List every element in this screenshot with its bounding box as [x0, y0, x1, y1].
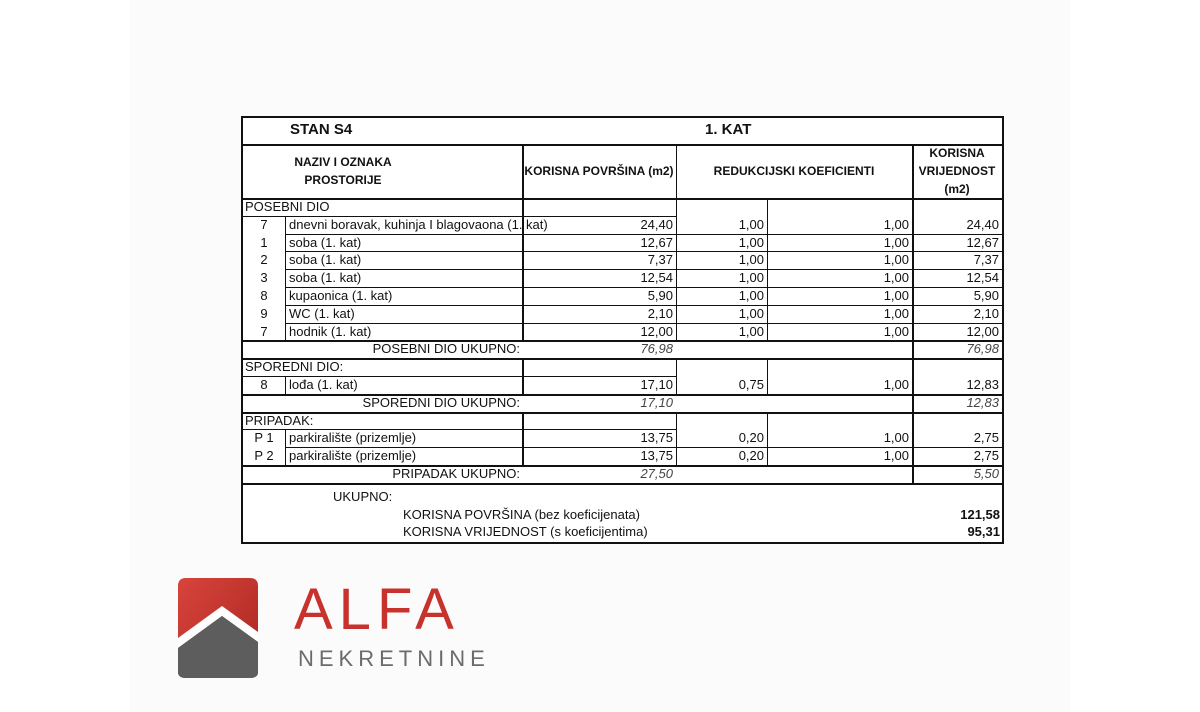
coef-1: 1,00 [738, 323, 764, 339]
section-total-label: PRIPADAK UKUPNO: [392, 466, 520, 481]
section-total-area: 76,98 [640, 341, 673, 357]
table-rule [676, 358, 677, 376]
room-value: 12,67 [966, 234, 999, 250]
table-rule [285, 323, 286, 341]
section-title: PRIPADAK: [245, 412, 314, 428]
table-rule [242, 483, 1002, 485]
table-rule [912, 198, 914, 216]
room-name: hodnik (1. kat) [289, 323, 372, 339]
room-area: 13,75 [640, 448, 673, 464]
table-rule [912, 412, 914, 430]
table-rule [767, 412, 768, 430]
col-header-coef: REDUKCIJSKI KOEFICIENTI [713, 164, 875, 178]
summary-area-label: KORISNA POVRŠINA (bez koeficijenata) [403, 507, 640, 522]
table-rule [522, 412, 524, 430]
table-rule [285, 216, 286, 234]
room-area: 7,37 [647, 252, 673, 268]
room-value: 12,54 [966, 270, 999, 286]
section-title: POSEBNI DIO [245, 199, 330, 214]
table-rule [912, 358, 914, 376]
room-name: soba (1. kat) [289, 252, 362, 268]
unit-title: STAN S4 [290, 121, 353, 138]
coef-1: 0,75 [738, 377, 764, 392]
coef-2: 1,00 [883, 305, 909, 321]
table-rule [285, 429, 286, 447]
room-name: kupaonica (1. kat) [289, 288, 393, 303]
coef-1: 1,00 [738, 288, 764, 303]
house-roof-logo-icon [170, 576, 266, 680]
summary-value-label: KORISNA VRIJEDNOST (s koeficijentima) [403, 524, 648, 539]
coef-2: 1,00 [883, 377, 909, 392]
section-total-label: SPOREDNI DIO UKUPNO: [362, 394, 520, 410]
room-number: 9 [260, 305, 268, 321]
table-rule [676, 412, 677, 430]
brand-name: ALFA [294, 577, 460, 642]
room-number: 7 [260, 323, 268, 339]
room-area: 12,54 [640, 270, 673, 286]
table-rule [767, 358, 768, 376]
table-rule [767, 198, 768, 216]
table-rule [242, 412, 1002, 414]
room-name: parkiralište (prizemlje) [289, 430, 417, 446]
table-rule [242, 198, 1002, 200]
coef-2: 1,00 [883, 270, 909, 286]
table-rule [285, 305, 286, 323]
room-name: dnevni boravak, kuhinja I blagovaona (1. kat) [289, 216, 548, 232]
room-number: P 2 [254, 448, 274, 464]
coef-1: 1,00 [738, 305, 764, 321]
room-value: 5,90 [973, 288, 999, 303]
section-title: SPOREDNI DIO: [245, 359, 344, 375]
coef-2: 1,00 [883, 430, 909, 446]
table-rule [242, 358, 1002, 360]
room-area: 2,10 [647, 305, 673, 321]
room-number: 7 [260, 216, 268, 232]
room-area: 12,67 [640, 234, 673, 250]
room-area: 12,00 [640, 323, 673, 339]
room-value: 24,40 [966, 216, 999, 232]
room-number: 8 [260, 377, 268, 392]
coef-2: 1,00 [883, 252, 909, 268]
room-value: 7,37 [973, 252, 999, 268]
table-rule [285, 269, 286, 287]
room-name: parkiralište (prizemlje) [289, 448, 417, 464]
col-header-value-line2: VRIJEDNOST [918, 164, 996, 178]
coef-1: 0,20 [738, 430, 764, 446]
coef-1: 1,00 [738, 252, 764, 268]
section-total-label: POSEBNI DIO UKUPNO: [372, 341, 520, 357]
brand-subtitle: NEKRETNINE [298, 646, 490, 671]
coef-2: 1,00 [883, 288, 909, 303]
summary-value-value: 95,31 [967, 524, 1000, 539]
table-rule [285, 447, 286, 465]
room-name: soba (1. kat) [289, 270, 362, 286]
room-value: 2,10 [973, 305, 999, 321]
room-number: 2 [260, 252, 268, 268]
room-area: 13,75 [640, 430, 673, 446]
room-number: P 1 [254, 430, 274, 446]
room-number: 8 [260, 288, 268, 303]
table-rule [522, 198, 524, 216]
coef-2: 1,00 [883, 323, 909, 339]
coef-2: 1,00 [883, 234, 909, 250]
coef-2: 1,00 [883, 216, 909, 232]
floor-title: 1. KAT [705, 121, 752, 138]
room-name: soba (1. kat) [289, 234, 362, 250]
col-header-value [912, 144, 1002, 198]
section-total-value: 12,83 [966, 394, 999, 410]
table-rule [242, 144, 1002, 146]
section-total-area: 27,50 [640, 466, 673, 481]
room-number: 1 [260, 234, 268, 250]
col-header-area: KORISNA POVRŠINA (m2) [524, 164, 674, 178]
coef-1: 1,00 [738, 234, 764, 250]
section-total-area: 17,10 [640, 394, 673, 410]
room-value: 2,75 [973, 430, 999, 446]
coef-2: 1,00 [883, 448, 909, 464]
section-total-value: 76,98 [966, 341, 999, 357]
room-area: 24,40 [640, 216, 673, 232]
room-name: WC (1. kat) [289, 305, 355, 321]
room-number: 3 [260, 270, 268, 286]
room-area: 17,10 [640, 377, 673, 392]
coef-1: 1,00 [738, 270, 764, 286]
col-header-name [243, 153, 443, 189]
table-rule [285, 234, 286, 252]
summary-title: UKUPNO: [333, 489, 393, 504]
room-value: 12,83 [966, 377, 999, 392]
col-header-name-line2: PROSTORIJE [304, 173, 382, 187]
table-rule [285, 251, 286, 269]
col-header-value-line3: (m2) [944, 182, 970, 196]
room-area: 5,90 [647, 288, 673, 303]
table-rule [676, 198, 677, 216]
table-rule [285, 287, 286, 305]
room-name: lođa (1. kat) [289, 377, 358, 392]
col-header-value-line1: KORISNA [929, 146, 985, 160]
coef-1: 0,20 [738, 448, 764, 464]
section-total-value: 5,50 [973, 466, 999, 481]
table-rule [285, 376, 286, 394]
room-value: 2,75 [973, 448, 999, 464]
coef-1: 1,00 [738, 216, 764, 232]
table-rule [522, 358, 524, 376]
col-header-name-line1: NAZIV I OZNAKA [294, 155, 392, 169]
summary-area-value: 121,58 [960, 507, 1000, 522]
room-value: 12,00 [966, 323, 999, 339]
